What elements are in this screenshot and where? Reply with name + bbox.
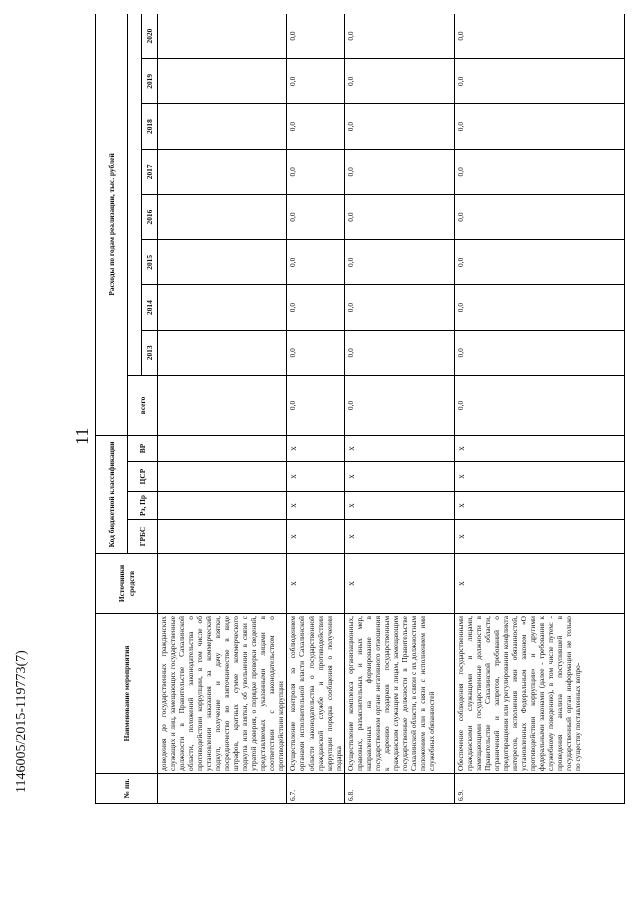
row-2020: 0,0 [287, 14, 344, 59]
row-2020: 0,0 [454, 14, 624, 59]
row-grbs: x [287, 520, 344, 554]
row-2015 [158, 240, 287, 285]
header-source: Источники средств [96, 554, 158, 614]
row-name: доведения до государственных гражданских служащих и лиц, замещающих государственные должности в Правительстве Сахалинской области, положений законодательства о противодействии коррупции, в том числе об установлении наказания за коммерческий подкуп, получение и дачу взятки, посредничество во взяточничестве в виде штрафов, кратных сумме коммерческого подкупа или взятки, об увольнении в связи с утратой доверия, о порядке проверки сведений, представляемых указанными лицами в соответствии с законодательством о противодействии коррупции [158, 614, 287, 774]
row-grbs: x [454, 520, 624, 554]
row-2015: 0,0 [344, 240, 454, 285]
header-year: 2015 [142, 240, 158, 285]
row-2019: 0,0 [344, 59, 454, 104]
row-vr: x [344, 435, 454, 461]
header-total: всего [128, 375, 158, 435]
row-num: 6.8. [344, 774, 454, 804]
row-2017: 0,0 [344, 149, 454, 194]
row-name: Осуществление комплекса организационных, правовых, разъяснительных и иных мер, направленных на формирование в государственном органе негативного отношения к дарению подарков государственным гражданским служащим и лицам, замещающим государственные должности в Правительстве Сахалинской области, в связи с их должностным положением или в связи с исполнением ими служебных обязанностей [344, 614, 454, 774]
row-2013: 0,0 [454, 330, 624, 375]
page-area [95, 14, 625, 804]
row-total: 0,0 [344, 375, 454, 435]
row-2019 [158, 59, 287, 104]
table-row [287, 14, 344, 804]
row-num: 6.9. [454, 774, 624, 804]
row-2017 [158, 149, 287, 194]
header-year: 2013 [142, 330, 158, 375]
row-csr: x [344, 462, 454, 492]
header-year: 2018 [142, 104, 158, 149]
row-source: x [344, 554, 454, 614]
row-2018 [158, 104, 287, 149]
page-number: 11 [72, 427, 92, 445]
header-year: 2014 [142, 285, 158, 330]
row-grbs [158, 520, 287, 554]
header-rzpr: Рз, Пр [128, 492, 158, 520]
row-2016: 0,0 [287, 194, 344, 239]
row-2020 [158, 14, 287, 59]
row-total: 0,0 [287, 375, 344, 435]
document-code: 1146005/2015-119773(7) [14, 650, 29, 793]
row-rzpr: x [287, 492, 344, 520]
header-year: 2017 [142, 149, 158, 194]
row-2018: 0,0 [454, 104, 624, 149]
row-2018: 0,0 [344, 104, 454, 149]
row-2020: 0,0 [344, 14, 454, 59]
row-2013 [158, 330, 287, 375]
row-grbs: x [344, 520, 454, 554]
row-2013: 0,0 [287, 330, 344, 375]
row-2014 [158, 285, 287, 330]
row-name: Осуществление контроля за соблюдением органами исполнительной власти Сахалинской области законодательства о государственной гражданской службе и противодействии коррупции порядка сообщения о получении подарка [287, 614, 344, 774]
header-grbs: ГРБС [128, 520, 158, 554]
row-2014: 0,0 [287, 285, 344, 330]
header-name: Наименование мероприятия [96, 614, 158, 774]
row-num: 6.7. [287, 774, 344, 804]
table-row [344, 14, 454, 804]
row-2016: 0,0 [344, 194, 454, 239]
row-2016 [158, 194, 287, 239]
row-csr: x [454, 462, 624, 492]
row-2018: 0,0 [287, 104, 344, 149]
row-vr [158, 435, 287, 461]
row-2016: 0,0 [454, 194, 624, 239]
row-vr: x [287, 435, 344, 461]
row-rzpr: x [344, 492, 454, 520]
row-2017: 0,0 [454, 149, 624, 194]
header-year: 2019 [142, 59, 158, 104]
row-total: 0,0 [454, 375, 624, 435]
table-row [454, 14, 624, 804]
header-years-spacer [128, 14, 142, 375]
header-vr: ВР [128, 435, 158, 461]
row-rzpr: x [454, 492, 624, 520]
row-2019: 0,0 [454, 59, 624, 104]
row-vr: x [454, 435, 624, 461]
header-year: 2020 [142, 14, 158, 59]
row-name: Обеспечение соблюдения государственными гражданскими служащими и лицами, замещающими государственные должности в Правительстве Сахалинской области, ограничений и запретов, требований о предотвращении или урегулировании конфликта интересов, исполнения ими обязанностей, установленных Федеральным законом «О противодействии коррупции» и другими федеральными законами (далее - требования к служебному поведению), в том числе путем: - проведения анализа поступившей в государственный орган информации не только по существу поставленных вопро- [454, 614, 624, 774]
header-year: 2016 [142, 194, 158, 239]
row-rzpr [158, 492, 287, 520]
row-2015: 0,0 [287, 240, 344, 285]
row-csr: x [287, 462, 344, 492]
row-2019: 0,0 [287, 59, 344, 104]
row-2015: 0,0 [454, 240, 624, 285]
row-total [158, 375, 287, 435]
row-csr [158, 462, 287, 492]
row-2014: 0,0 [454, 285, 624, 330]
rotated-table-wrapper [95, 14, 625, 804]
row-source: x [454, 554, 624, 614]
header-expenses: Расходы по годам реализации, тыс. рублей [96, 14, 128, 435]
row-2013: 0,0 [344, 330, 454, 375]
row-source: x [287, 554, 344, 614]
header-budget-code: Код бюджетной классификации [96, 435, 128, 553]
header-csr: ЦСР [128, 462, 158, 492]
header-num: № пп. [96, 774, 158, 804]
expenses-table [95, 14, 625, 804]
row-num [158, 774, 287, 804]
row-2014: 0,0 [344, 285, 454, 330]
table-row [158, 14, 287, 804]
row-source [158, 554, 287, 614]
row-2017: 0,0 [287, 149, 344, 194]
